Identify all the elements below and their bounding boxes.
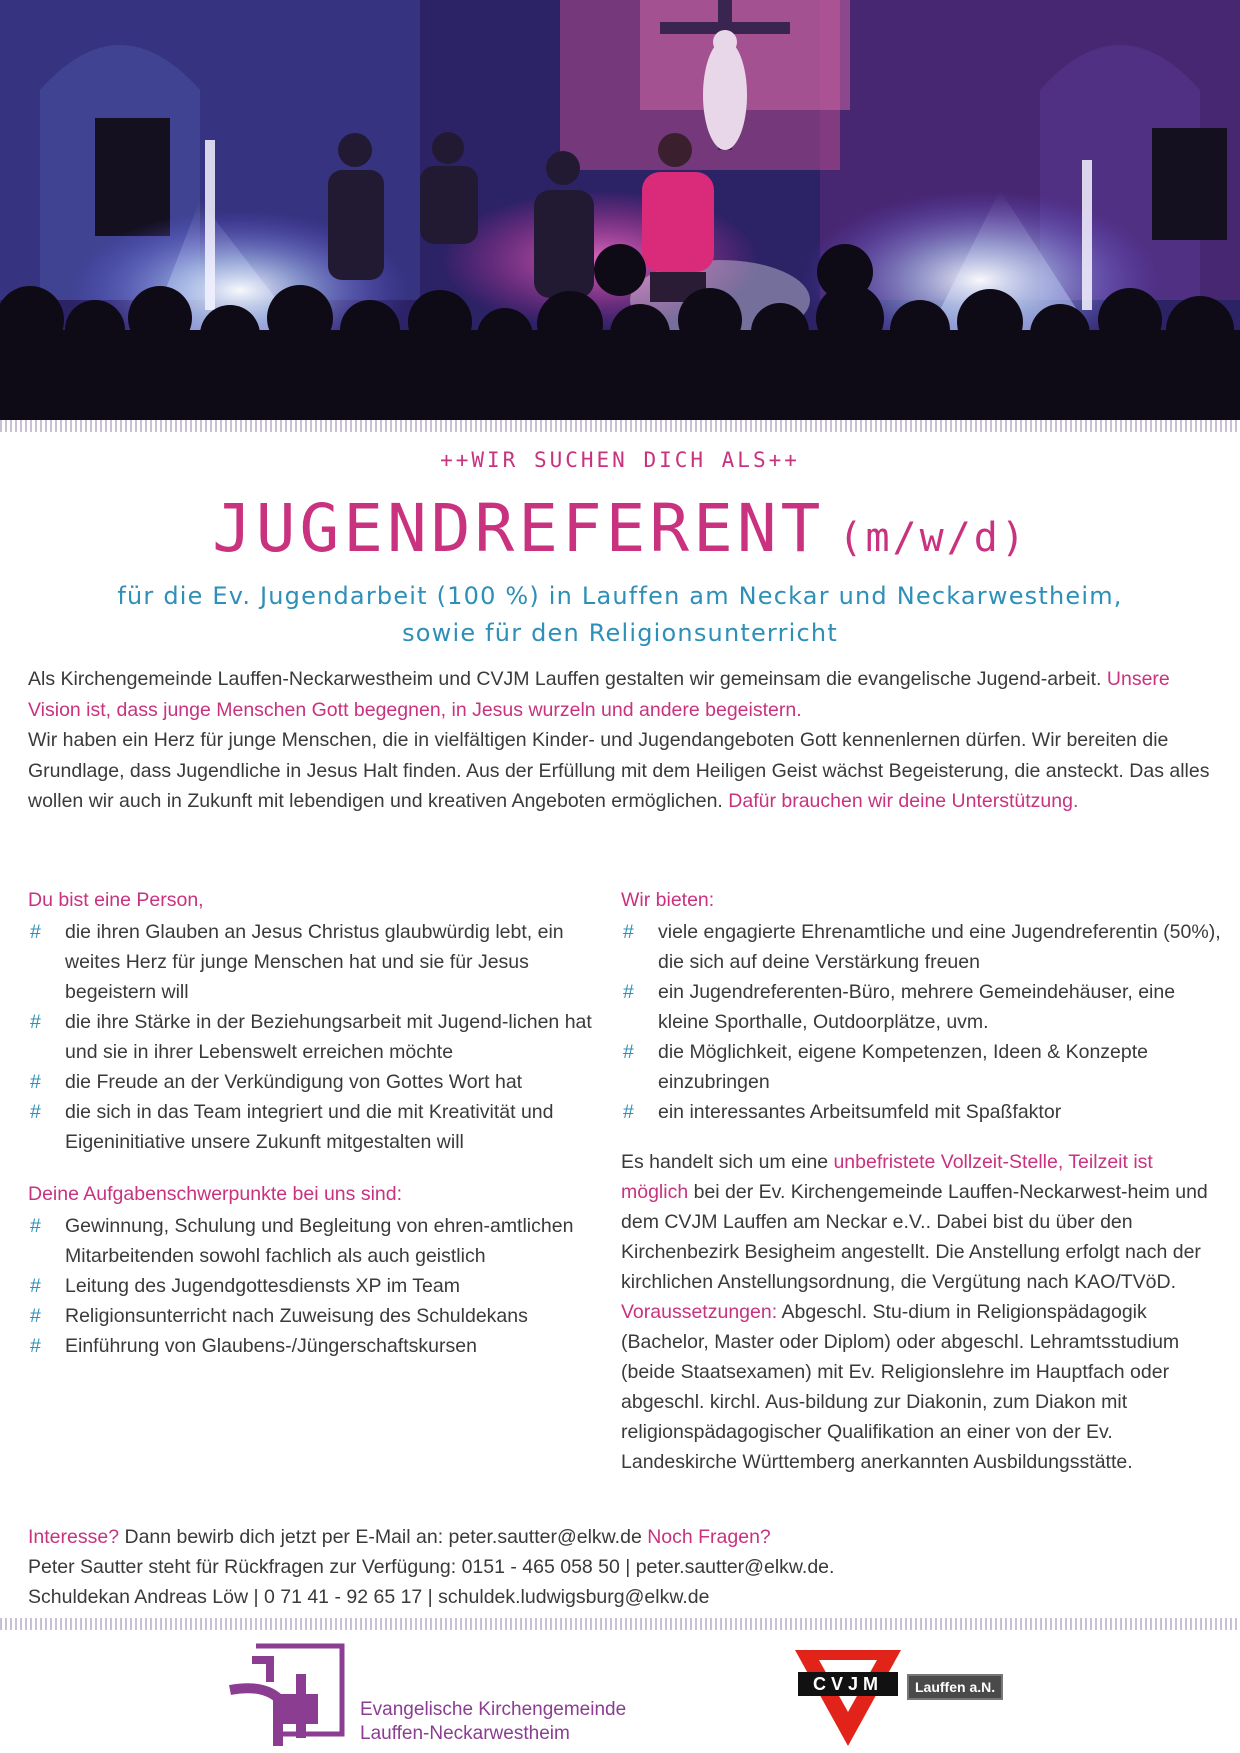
list-item [621,977,1221,1037]
list-item [621,1097,1221,1127]
intro-text [28,664,1218,817]
support-call: Dafür brauchen wir deine Unterstützung. [728,790,1079,812]
contact-line-1 [28,1522,1218,1552]
position-details [621,1147,1221,1477]
ev-logo-line-1: Evangelische Kirchengemeinde [360,1699,627,1720]
tasks-heading: Deine Aufgabenschwerpunkte bei uns sind: [28,1183,403,1205]
list-item-text: viele engagierte Ehrenamtliche und eine Jugendreferentin (50%), die sich auf deine Verstärkung freuen [658,921,1221,973]
right-column [621,885,1221,1477]
position-text-a: Es handelt sich um eine [621,1151,834,1173]
cvjm-triangle-icon [795,1650,905,1750]
list-item [28,1301,608,1331]
list-item-text: Gewinnung, Schulung und Begleitung von ehren-amtlichen Mitarbeitenden sowohl fachlich als auch geistlich [65,1215,574,1267]
hash-bullet-icon: # [30,1305,41,1327]
intro-paragraph-1 [28,664,1218,725]
list-item-text: Leitung des Jugendgottesdiensts XP im Team [65,1275,460,1297]
contact-line-3[interactable]: Schuldekan Andreas Löw | 0 71 41 - 92 65 17 | schuldek.ludwigsburg@elkw.de [28,1586,710,1608]
list-item [28,1331,608,1361]
offer-list [621,917,1221,1127]
kicker-text: ++WIR SUCHEN DICH ALS++ [440,448,800,472]
list-item-text: die sich in das Team integriert und die mit Kreativität und Eigeninitiative unsere Zukunft mitgestalten will [65,1101,554,1153]
title-suffix: (m/w/d) [838,515,1028,561]
tasks-list [28,1211,608,1361]
list-item-text: Religionsunterricht nach Zuweisung des Schuldekans [65,1305,528,1327]
church-emblem-icon [222,1638,352,1748]
hash-bullet-icon: # [623,981,634,1003]
cvjm-logo [795,1650,1025,1750]
subtitle-line-1: für die Ev. Jugendarbeit (100 %) in Lauffen am Neckar und Neckarwestheim, [117,582,1123,610]
cvjm-letters: CVJM [798,1672,898,1696]
hash-bullet-icon: # [623,1101,634,1123]
footer-stripe [0,1618,1240,1630]
vision-statement: Unsere Vision ist, dass junge Menschen Gott begegnen, in Jesus wurzeln und andere begeistern. [28,668,1170,721]
ev-kirchengemeinde-logo [222,1638,662,1750]
list-item-text: die ihren Glauben an Jesus Christus glaubwürdig lebt, ein weites Herz für junge Menschen hat und sie für Jesus begeistern will [65,921,564,1003]
intro-p2-text: Wir haben ein Herz für junge Menschen, die in vielfältigen Kinder- und Jugendangeboten Gott kennenlernen dürfen. Wir bereiten die Grundlage, dass Jugendliche in Jesus Halt finden. Aus der Erfüllung mit dem Heiligen Geist wächst Begeisterung, die ansteckt. Das alles wollen wir auch in Zukunft mit lebendigen und kreativen Angeboten ermöglichen. [28,729,1210,812]
hash-bullet-icon: # [30,1275,41,1297]
hash-bullet-icon: # [30,1101,41,1123]
list-item [28,1097,608,1157]
requirements-label: Voraussetzungen: [621,1301,778,1323]
subtitle [0,578,1240,652]
interest-label: Interesse? [28,1526,120,1548]
left-column [28,885,608,1361]
person-list [28,917,608,1157]
hero-photo [0,0,1240,432]
requirements-text: Abgeschl. Stu-dium in Religionspädagogik (Bachelor, Master oder Diplom) oder abgeschl. Lehramtsstudium (beide Staatsexamen) mit Ev. Religionslehre im Hauptfach oder abgeschl. kirchl. Aus-bildung zur Diakonin, zum Diakon mit religionspädagogischer Qualifikation an einer von der Ev. Landeskirche Württemberg anerkannten Ausbildungsstätte. [621,1301,1180,1473]
list-item [28,1067,608,1097]
questions-label: Noch Fragen? [647,1526,771,1548]
list-item [621,917,1221,977]
hash-bullet-icon: # [30,1215,41,1237]
page-title [0,490,1240,567]
contact-line-2[interactable]: Peter Sautter steht für Rückfragen zur Verfügung: 0151 - 465 058 50 | peter.sautter@elkw.de. [28,1556,835,1578]
position-text-c: bei der Ev. Kirchengemeinde Lauffen-Neckarwest-heim und dem CVJM Lauffen am Neckar e.V.. Dabei bist du über den Kirchenbezirk Besigheim angestellt. Die Anstellung erfolgt nach der kirchlichen Anstellungsordnung, die Vergütung nach KAO/TVöD. [621,1181,1208,1293]
list-item-text: die ihre Stärke in der Beziehungsarbeit mit Jugend-lichen hat und sie in ihrer Lebenswelt erreichen möchte [65,1011,592,1063]
list-item [28,1211,608,1271]
list-item-text: ein Jugendreferenten-Büro, mehrere Gemeindehäuser, eine kleine Sporthalle, Outdoorplätze, uvm. [658,981,1176,1033]
hash-bullet-icon: # [30,921,41,943]
hero-bottom-stripe [0,420,1240,432]
person-heading: Du bist eine Person, [28,889,204,911]
intro-paragraph-2 [28,725,1218,817]
position-type: unbefristete Vollzeit-Stelle, Teilzeit ist möglich [621,1151,1153,1203]
ev-logo-text [360,1698,626,1746]
list-item [621,1037,1221,1097]
intro-p1-text: Als Kirchengemeinde Lauffen-Neckarwestheim und CVJM Lauffen gestalten wir gemeinsam die evangelische Jugend-arbeit. [28,668,1107,690]
contact-block [28,1522,1218,1612]
hash-bullet-icon: # [30,1335,41,1357]
concert-scene-illustration [0,0,1240,432]
hash-bullet-icon: # [30,1071,41,1093]
list-item-text: die Möglichkeit, eigene Kompetenzen, Ideen & Konzepte einzubringen [658,1041,1148,1093]
apply-email-text[interactable]: Dann bewirb dich jetzt per E-Mail an: peter.sautter@elkw.de [119,1526,648,1548]
cvjm-place-badge: Lauffen a.N. [907,1674,1003,1700]
list-item [28,917,608,1007]
list-item-text: Einführung von Glaubens-/Jüngerschaftskursen [65,1335,477,1357]
list-item [28,1007,608,1067]
title-main: JUGENDREFERENT [212,490,825,567]
hash-bullet-icon: # [623,1041,634,1063]
list-item [28,1271,608,1301]
offer-heading: Wir bieten: [621,889,715,911]
hash-bullet-icon: # [30,1011,41,1033]
subtitle-line-2: sowie für den Religionsunterricht [402,619,838,647]
list-item-text: die Freude an der Verkündigung von Gottes Wort hat [65,1071,523,1093]
hash-bullet-icon: # [623,921,634,943]
ev-logo-line-2: Lauffen-Neckarwestheim [360,1723,570,1744]
list-item-text: ein interessantes Arbeitsumfeld mit Spaßfaktor [658,1101,1062,1123]
